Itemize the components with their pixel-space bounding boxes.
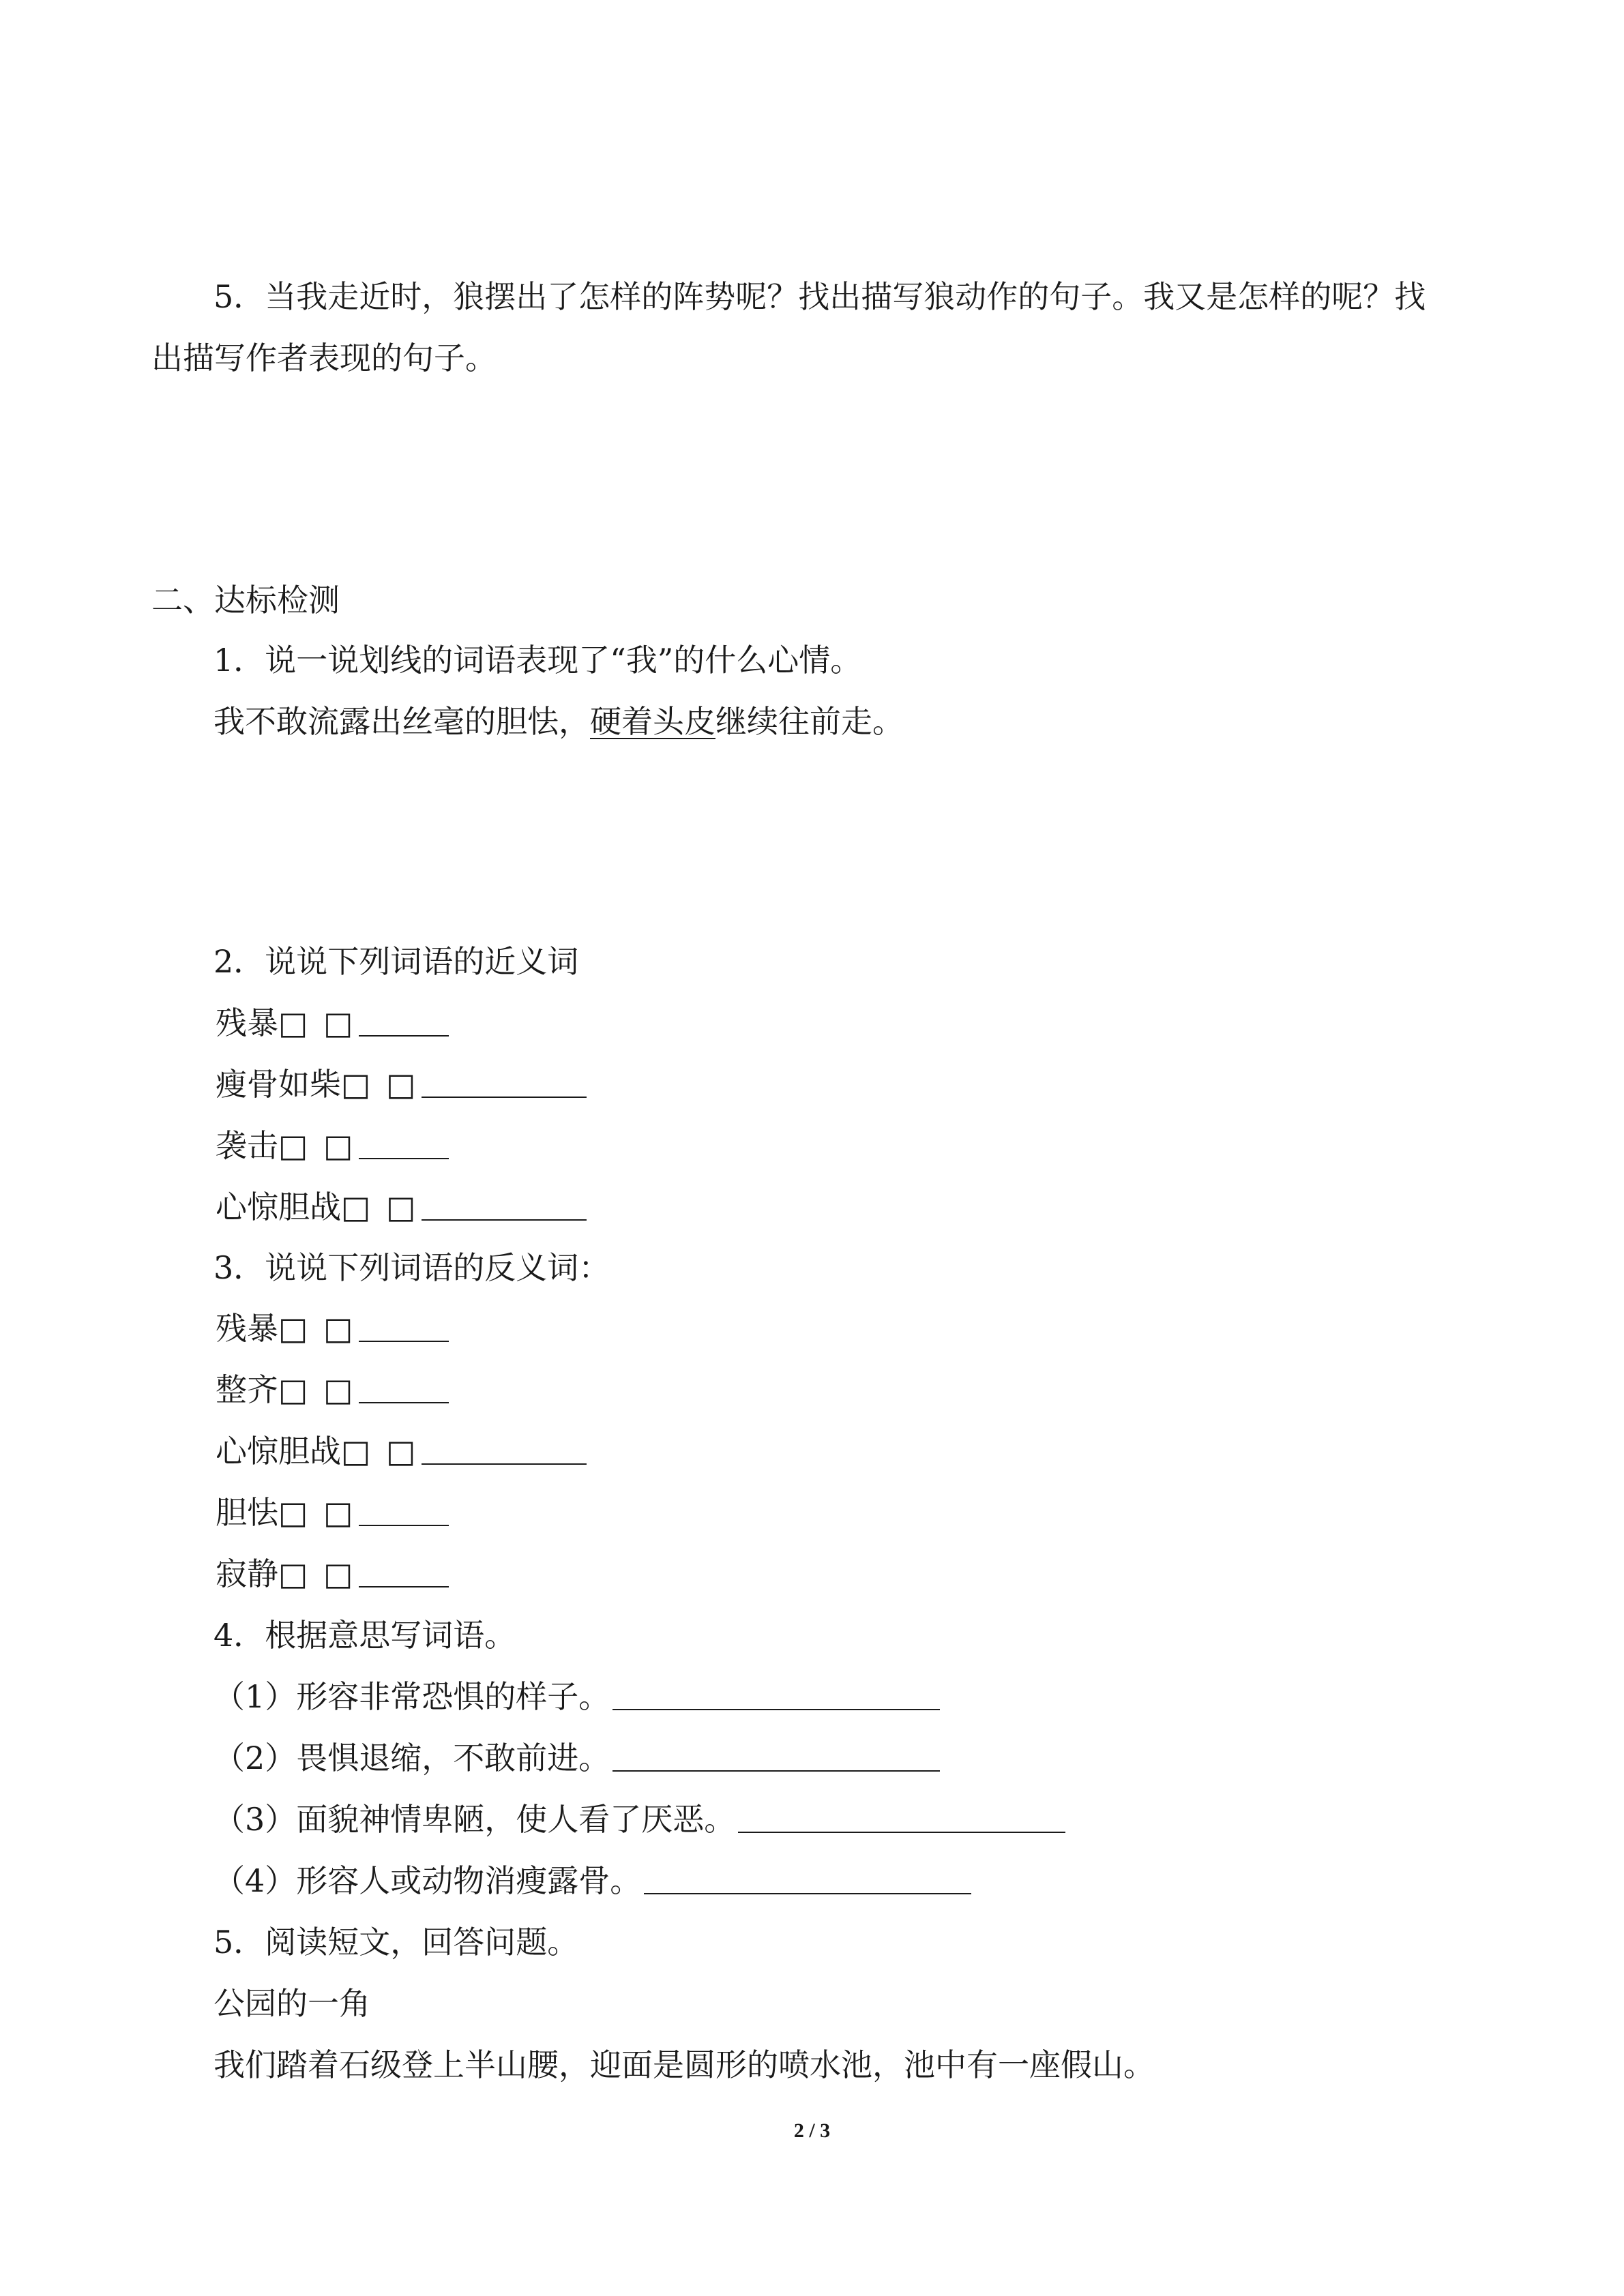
- antonym-item-5: [216, 1553, 449, 1594]
- sentence-text-before: 我不敢流露出丝毫的胆怯，: [213, 703, 590, 740]
- page-number: 2 / 3: [793, 2119, 831, 2142]
- answer-blank: [422, 1462, 587, 1465]
- answer-blank: [359, 1401, 449, 1403]
- definition-text: （1）形容非常恐惧的样子。: [213, 1678, 610, 1715]
- synonym-item-1: [216, 1002, 449, 1043]
- answer-boxes: □ □: [278, 1371, 356, 1408]
- synonym-item-2: [216, 1064, 587, 1105]
- question-1-sentence: [213, 701, 904, 742]
- section-heading: 二、达标检测: [151, 582, 340, 618]
- answer-blank: [359, 1523, 449, 1526]
- definition-text: （4）形容人或动物消瘦露骨。: [213, 1862, 642, 1899]
- word: 心惊胆战: [216, 1433, 341, 1470]
- word: 胆怯: [216, 1494, 278, 1531]
- answer-blank: [359, 1034, 449, 1037]
- answer-blank: [738, 1830, 1065, 1833]
- sentence-text-after: 继续往前走。: [715, 703, 904, 740]
- word: 袭击: [216, 1127, 278, 1164]
- answer-boxes: □ □: [341, 1433, 419, 1470]
- question-5-line-2: 出描写作者表现的句子。: [151, 340, 497, 376]
- answer-blank: [359, 1339, 449, 1342]
- antonym-item-4: [216, 1492, 449, 1533]
- word: 整齐: [216, 1371, 278, 1408]
- answer-blank: [359, 1585, 449, 1587]
- passage-text: 我们踏着石级登上半山腰，迎面是圆形的喷水池，池中有一座假山。: [213, 2046, 1155, 2083]
- antonym-item-1: [216, 1308, 449, 1349]
- answer-boxes: □ □: [278, 1310, 356, 1347]
- question-5-line-1: 5．当我走近时，狼摆出了怎样的阵势呢？找出描写狼动作的句子。我又是怎样的呢？找: [213, 278, 1426, 315]
- answer-boxes: □ □: [278, 1004, 356, 1041]
- synonym-item-4: [216, 1187, 587, 1227]
- answer-blank: [644, 1892, 971, 1894]
- underlined-phrase: 硬着头皮: [590, 703, 715, 740]
- antonym-item-3: [216, 1431, 587, 1472]
- answer-blank: [612, 1769, 940, 1772]
- passage-title: 公园的一角: [213, 1985, 370, 2022]
- question-1-prompt: 1．说一说划线的词语表现了“我”的什么心情。: [213, 642, 862, 679]
- word: 心惊胆战: [216, 1189, 341, 1225]
- answer-boxes: □ □: [278, 1494, 356, 1531]
- word: 寂静: [216, 1555, 278, 1592]
- question-5-prompt: 5．阅读短文，回答问题。: [213, 1924, 579, 1960]
- answer-blank: [422, 1218, 587, 1221]
- word: 残暴: [216, 1310, 278, 1347]
- definition-item-2: [213, 1738, 940, 1778]
- definition-text: （2）畏惧退缩，不敢前进。: [213, 1740, 610, 1776]
- answer-boxes: □ □: [278, 1555, 356, 1592]
- answer-boxes: □ □: [278, 1127, 356, 1164]
- word: 残暴: [216, 1004, 278, 1041]
- answer-blank: [359, 1157, 449, 1159]
- synonym-item-3: [216, 1125, 449, 1166]
- definition-item-1: [213, 1676, 940, 1717]
- definition-item-3: [213, 1799, 1065, 1840]
- answer-blank: [422, 1095, 587, 1098]
- definition-text: （3）面貌神情卑陋，使人看了厌恶。: [213, 1801, 736, 1838]
- question-2-prompt: 2．说说下列词语的近义词: [213, 943, 579, 980]
- answer-blank: [612, 1708, 940, 1710]
- answer-boxes: □ □: [341, 1066, 419, 1103]
- answer-boxes: □ □: [341, 1189, 419, 1225]
- question-3-prompt: 3．说说下列词语的反义词：: [213, 1249, 610, 1286]
- word: 瘦骨如柴: [216, 1066, 341, 1103]
- antonym-item-2: [216, 1369, 449, 1410]
- definition-item-4: [213, 1860, 971, 1901]
- question-4-prompt: 4．根据意思写词语。: [213, 1617, 516, 1654]
